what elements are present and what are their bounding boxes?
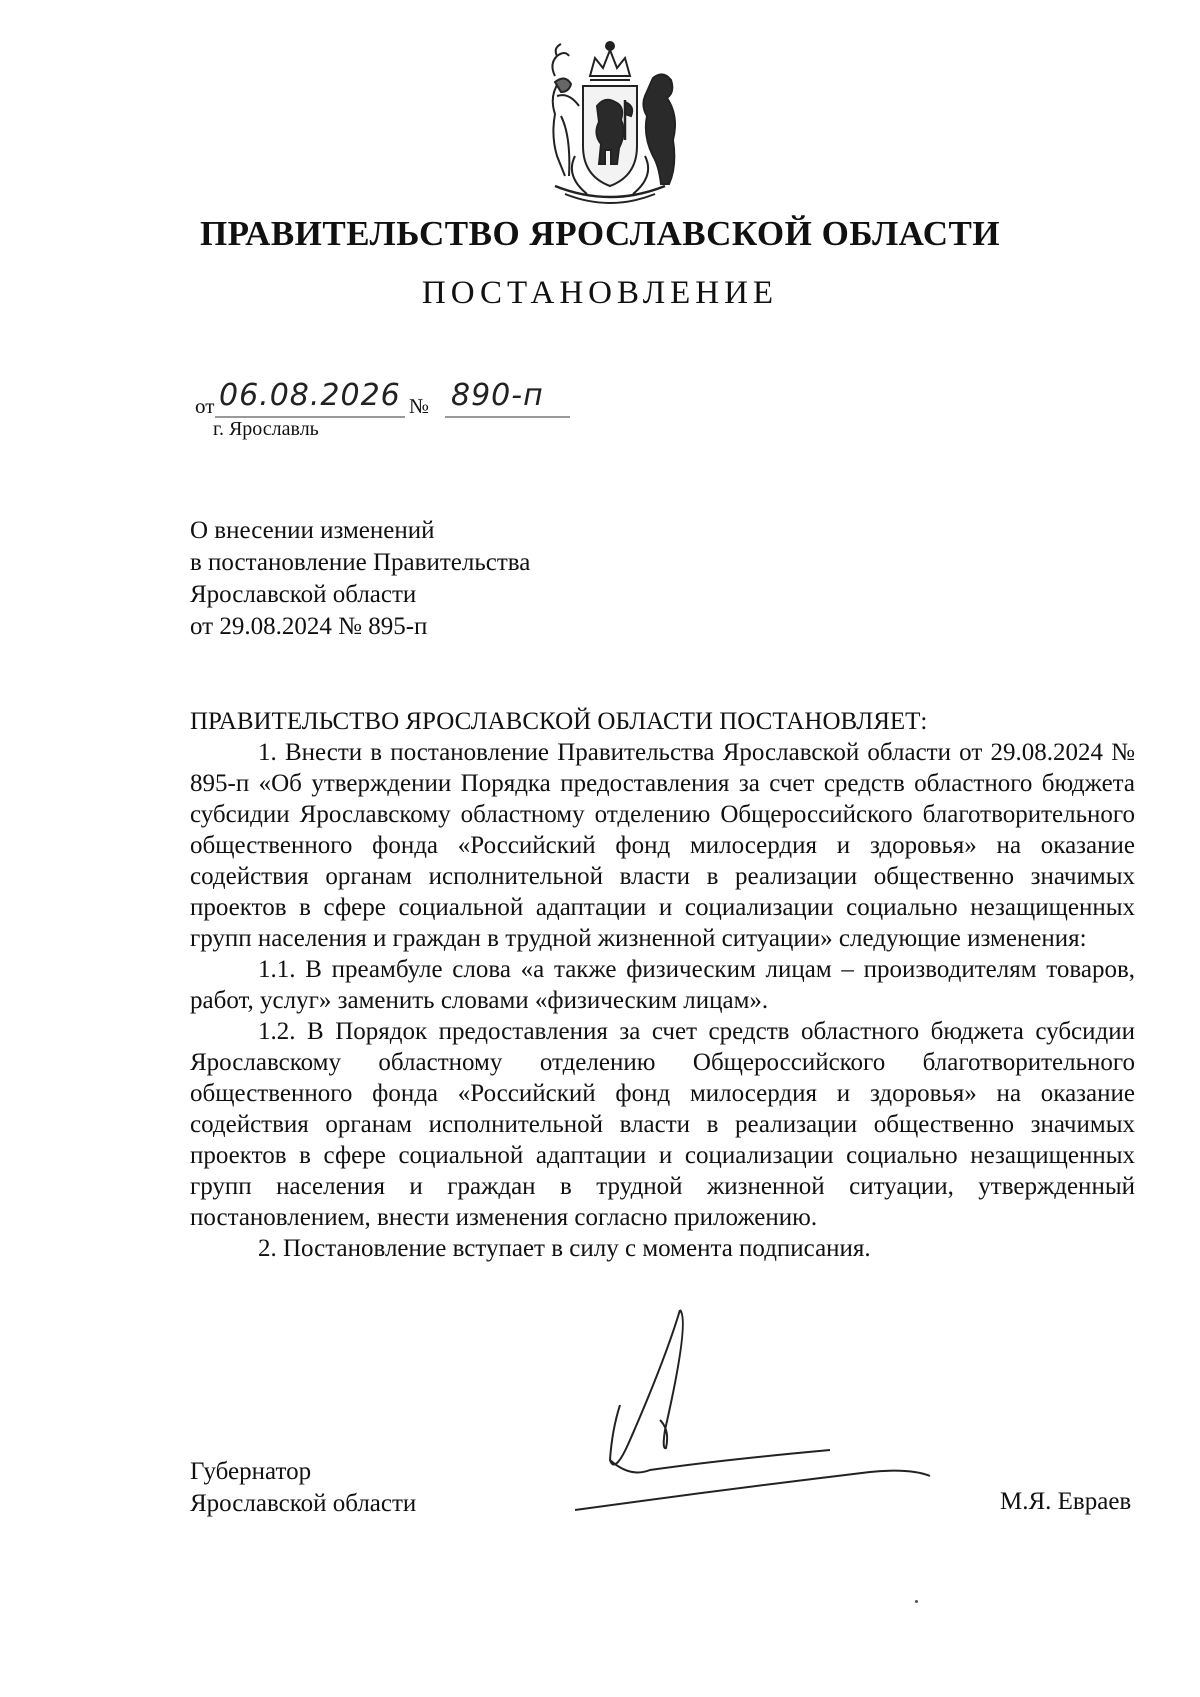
date-prefix: от (195, 394, 215, 418)
subject-line: в постановление Правительства (190, 549, 531, 576)
paragraph-1-2: 1.2. В Порядок предоставления за счет средств областного бюджета субсидии Ярославскому областному отделению Общероссийского благотворительного общественного фонда «Российский фонд милосердия и здоровья» на оказание содействия органам исполнительной власти в реализации общественно значимых проектов в сфере социальной адаптации и социализации социально незащищенных групп населения и граждан в трудной жизненной ситуации, утвержденный постановлением, внести изменения согласно приложению. (190, 1018, 1135, 1231)
yaroslavl-coat-of-arms-icon (535, 36, 685, 208)
scan-speck (915, 1600, 918, 1603)
position-line: Губернатор (190, 1458, 312, 1485)
handwritten-signature (570, 1300, 1020, 1550)
subject-line: от 29.08.2024 № 895-п (190, 613, 428, 640)
subject-line: Ярославской области (190, 581, 417, 608)
city: г. Ярославль (213, 418, 319, 440)
signatory-name: М.Я. Евраев (1000, 1488, 1132, 1515)
paragraph-2: 2. Постановление вступает в силу с момента подписания. (258, 1235, 871, 1262)
handwritten-date: 06.08.2026 (219, 378, 401, 413)
resolution-heading: ПРАВИТЕЛЬСТВО ЯРОСЛАВСКОЙ ОБЛАСТИ ПОСТАНОВЛЯЕТ: (190, 708, 928, 735)
number-sign: № (409, 394, 430, 418)
position-line: Ярославской области (190, 1490, 417, 1517)
signatory-position (190, 1456, 416, 1520)
subject-line: О внесении изменений (190, 517, 435, 544)
handwritten-number: 890-п (451, 378, 544, 413)
government-title: ПРАВИТЕЛЬСТВО ЯРОСЛАВСКОЙ ОБЛАСТИ (199, 214, 1001, 253)
registration-line (195, 378, 595, 422)
document-subject (190, 515, 530, 643)
document-body (190, 706, 1135, 1264)
document-type: ПОСТАНОВЛЕНИЕ (421, 275, 779, 311)
paragraph-1-1: 1.1. В преамбуле слова «а также физическим лицам – производителям товаров, работ, услуг» заменить словами «физическим лицам». (190, 956, 1135, 1014)
paragraph-1: 1. Внести в постановление Правительства Ярославской области от 29.08.2024 № 895-п «Об утверждении Порядка предоставления за счет средств областного бюджета субсидии Ярославскому областному отделению Общероссийского благотворительного общественного фонда «Российский фонд милосердия и здоровья» на оказание содействия органам исполнительной власти в реализации общественно значимых проектов в сфере социальной адаптации и социализации социально незащищенных групп населения и граждан в трудной жизненной ситуации» следующие изменения: (190, 739, 1135, 952)
